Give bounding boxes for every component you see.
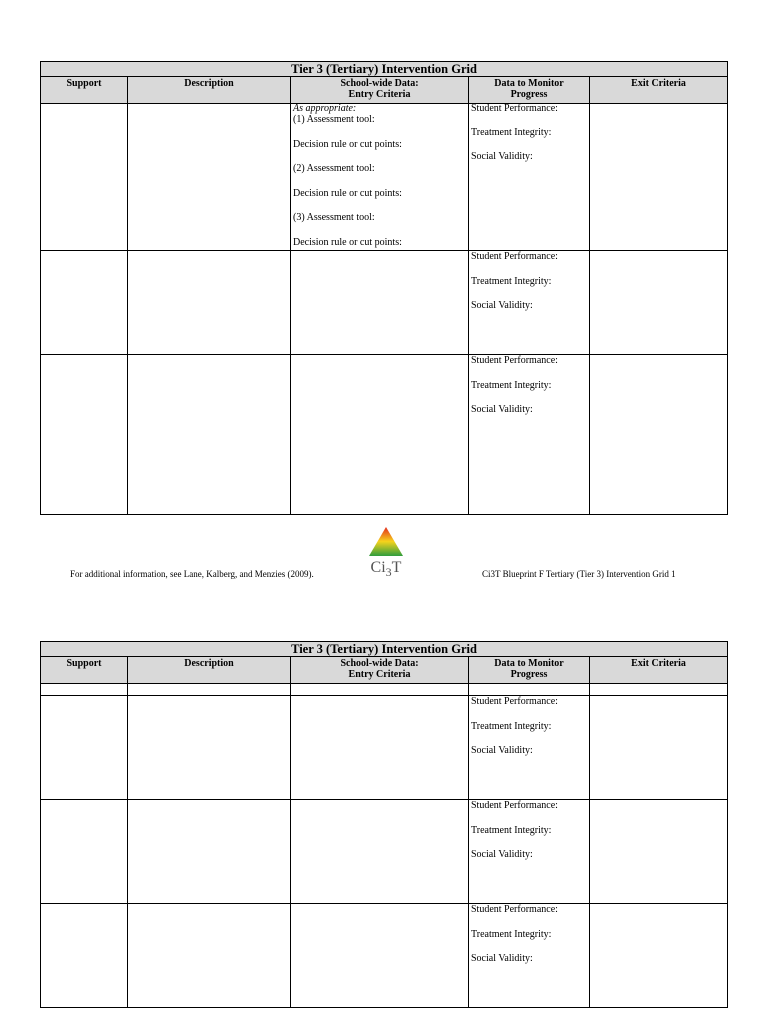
header-entry-line1: School-wide Data: bbox=[340, 658, 419, 669]
header-entry-line1: School-wide Data: bbox=[340, 78, 419, 89]
monitor-progress-cell[interactable] bbox=[469, 800, 590, 904]
support-cell[interactable] bbox=[41, 904, 128, 1008]
header-support: Support bbox=[41, 77, 128, 104]
monitor-progress-cell[interactable] bbox=[469, 684, 590, 696]
description-cell[interactable] bbox=[128, 684, 291, 696]
table-row bbox=[41, 104, 728, 251]
support-cell[interactable] bbox=[41, 684, 128, 696]
header-monitor-line2: Progress bbox=[510, 669, 548, 680]
assessment-tool-1: (1) Assessment tool: bbox=[293, 114, 375, 125]
grid-title: Tier 3 (Tertiary) Intervention Grid bbox=[41, 642, 728, 657]
monitor-progress-cell[interactable] bbox=[469, 355, 590, 515]
description-cell[interactable] bbox=[128, 800, 291, 904]
exit-criteria-cell[interactable] bbox=[590, 684, 728, 696]
monitor-progress-cell[interactable] bbox=[469, 251, 590, 355]
exit-criteria-cell[interactable] bbox=[590, 904, 728, 1008]
header-exit-criteria: Exit Criteria bbox=[590, 657, 728, 684]
header-monitor-line1: Data to Monitor bbox=[494, 658, 564, 669]
support-cell[interactable] bbox=[41, 355, 128, 515]
support-cell[interactable] bbox=[41, 104, 128, 251]
header-monitor-progress bbox=[469, 657, 590, 684]
decision-rule-1: Decision rule or cut points: bbox=[293, 138, 402, 150]
header-entry-line2: Entry Criteria bbox=[348, 669, 411, 680]
exit-criteria-cell[interactable] bbox=[590, 355, 728, 515]
description-cell[interactable] bbox=[128, 904, 291, 1008]
grid-title: Tier 3 (Tertiary) Intervention Grid bbox=[41, 62, 728, 77]
table-row bbox=[41, 684, 728, 696]
treatment-integrity-label: Treatment Integrity: bbox=[471, 928, 552, 940]
table-row bbox=[41, 355, 728, 515]
exit-criteria-cell[interactable] bbox=[590, 800, 728, 904]
header-monitor-progress bbox=[469, 77, 590, 104]
header-monitor-line1: Data to Monitor bbox=[494, 78, 564, 89]
table-row bbox=[41, 696, 728, 800]
header-description: Description bbox=[128, 77, 291, 104]
social-validity-label: Social Validity: bbox=[471, 404, 533, 415]
footer-citation: For additional information, see Lane, Kalberg, and Menzies (2009). bbox=[70, 569, 314, 579]
footer-page-label: Ci3T Blueprint F Tertiary (Tier 3) Intervention Grid 1 bbox=[482, 569, 676, 579]
decision-rule-2: Decision rule or cut points: bbox=[293, 187, 402, 199]
description-cell[interactable] bbox=[128, 251, 291, 355]
student-performance-label: Student Performance: bbox=[471, 103, 558, 114]
social-validity-label: Social Validity: bbox=[471, 745, 533, 756]
student-performance-label: Student Performance: bbox=[471, 251, 558, 262]
header-entry-line2: Entry Criteria bbox=[348, 89, 411, 100]
logo-text: $Ci_3T$ bbox=[370, 559, 402, 579]
table-row bbox=[41, 251, 728, 355]
header-description: Description bbox=[128, 657, 291, 684]
description-cell[interactable] bbox=[128, 696, 291, 800]
entry-criteria-cell[interactable] bbox=[291, 251, 469, 355]
table-row bbox=[41, 904, 728, 1008]
entry-criteria-cell[interactable] bbox=[291, 696, 469, 800]
intervention-grid-page1 bbox=[40, 61, 728, 515]
social-validity-label: Social Validity: bbox=[471, 151, 533, 162]
exit-criteria-cell[interactable] bbox=[590, 104, 728, 251]
entry-criteria-cell[interactable] bbox=[291, 355, 469, 515]
header-monitor-line2: Progress bbox=[510, 89, 548, 100]
entry-criteria-cell[interactable] bbox=[291, 684, 469, 696]
entry-criteria-cell[interactable] bbox=[291, 104, 469, 251]
monitor-progress-cell[interactable] bbox=[469, 904, 590, 1008]
assessment-tool-2: (2) Assessment tool: bbox=[293, 163, 375, 174]
ci3t-logo-icon bbox=[366, 526, 406, 582]
monitor-progress-cell[interactable] bbox=[469, 104, 590, 251]
entry-criteria-cell[interactable] bbox=[291, 904, 469, 1008]
exit-criteria-cell[interactable] bbox=[590, 696, 728, 800]
exit-criteria-cell[interactable] bbox=[590, 251, 728, 355]
support-cell[interactable] bbox=[41, 800, 128, 904]
description-cell[interactable] bbox=[128, 355, 291, 515]
support-cell[interactable] bbox=[41, 251, 128, 355]
treatment-integrity-label: Treatment Integrity: bbox=[471, 379, 552, 391]
monitor-progress-cell[interactable] bbox=[469, 696, 590, 800]
treatment-integrity-label: Treatment Integrity: bbox=[471, 275, 552, 287]
social-validity-label: Social Validity: bbox=[471, 953, 533, 964]
header-entry-criteria bbox=[291, 657, 469, 684]
student-performance-label: Student Performance: bbox=[471, 904, 558, 915]
description-cell[interactable] bbox=[128, 104, 291, 251]
treatment-integrity-label: Treatment Integrity: bbox=[471, 126, 552, 138]
treatment-integrity-label: Treatment Integrity: bbox=[471, 824, 552, 836]
social-validity-label: Social Validity: bbox=[471, 300, 533, 311]
student-performance-label: Student Performance: bbox=[471, 355, 558, 366]
decision-rule-3: Decision rule or cut points: bbox=[293, 236, 402, 248]
header-support: Support bbox=[41, 657, 128, 684]
support-cell[interactable] bbox=[41, 696, 128, 800]
header-entry-criteria bbox=[291, 77, 469, 104]
entry-criteria-cell[interactable] bbox=[291, 800, 469, 904]
assessment-tool-3: (3) Assessment tool: bbox=[293, 212, 375, 223]
table-row bbox=[41, 800, 728, 904]
header-exit-criteria: Exit Criteria bbox=[590, 77, 728, 104]
treatment-integrity-label: Treatment Integrity: bbox=[471, 720, 552, 732]
student-performance-label: Student Performance: bbox=[471, 800, 558, 811]
as-appropriate-label: As appropriate: bbox=[293, 103, 357, 114]
intervention-grid-page2 bbox=[40, 641, 728, 1008]
page-footer bbox=[0, 520, 768, 580]
social-validity-label: Social Validity: bbox=[471, 849, 533, 860]
student-performance-label: Student Performance: bbox=[471, 696, 558, 707]
